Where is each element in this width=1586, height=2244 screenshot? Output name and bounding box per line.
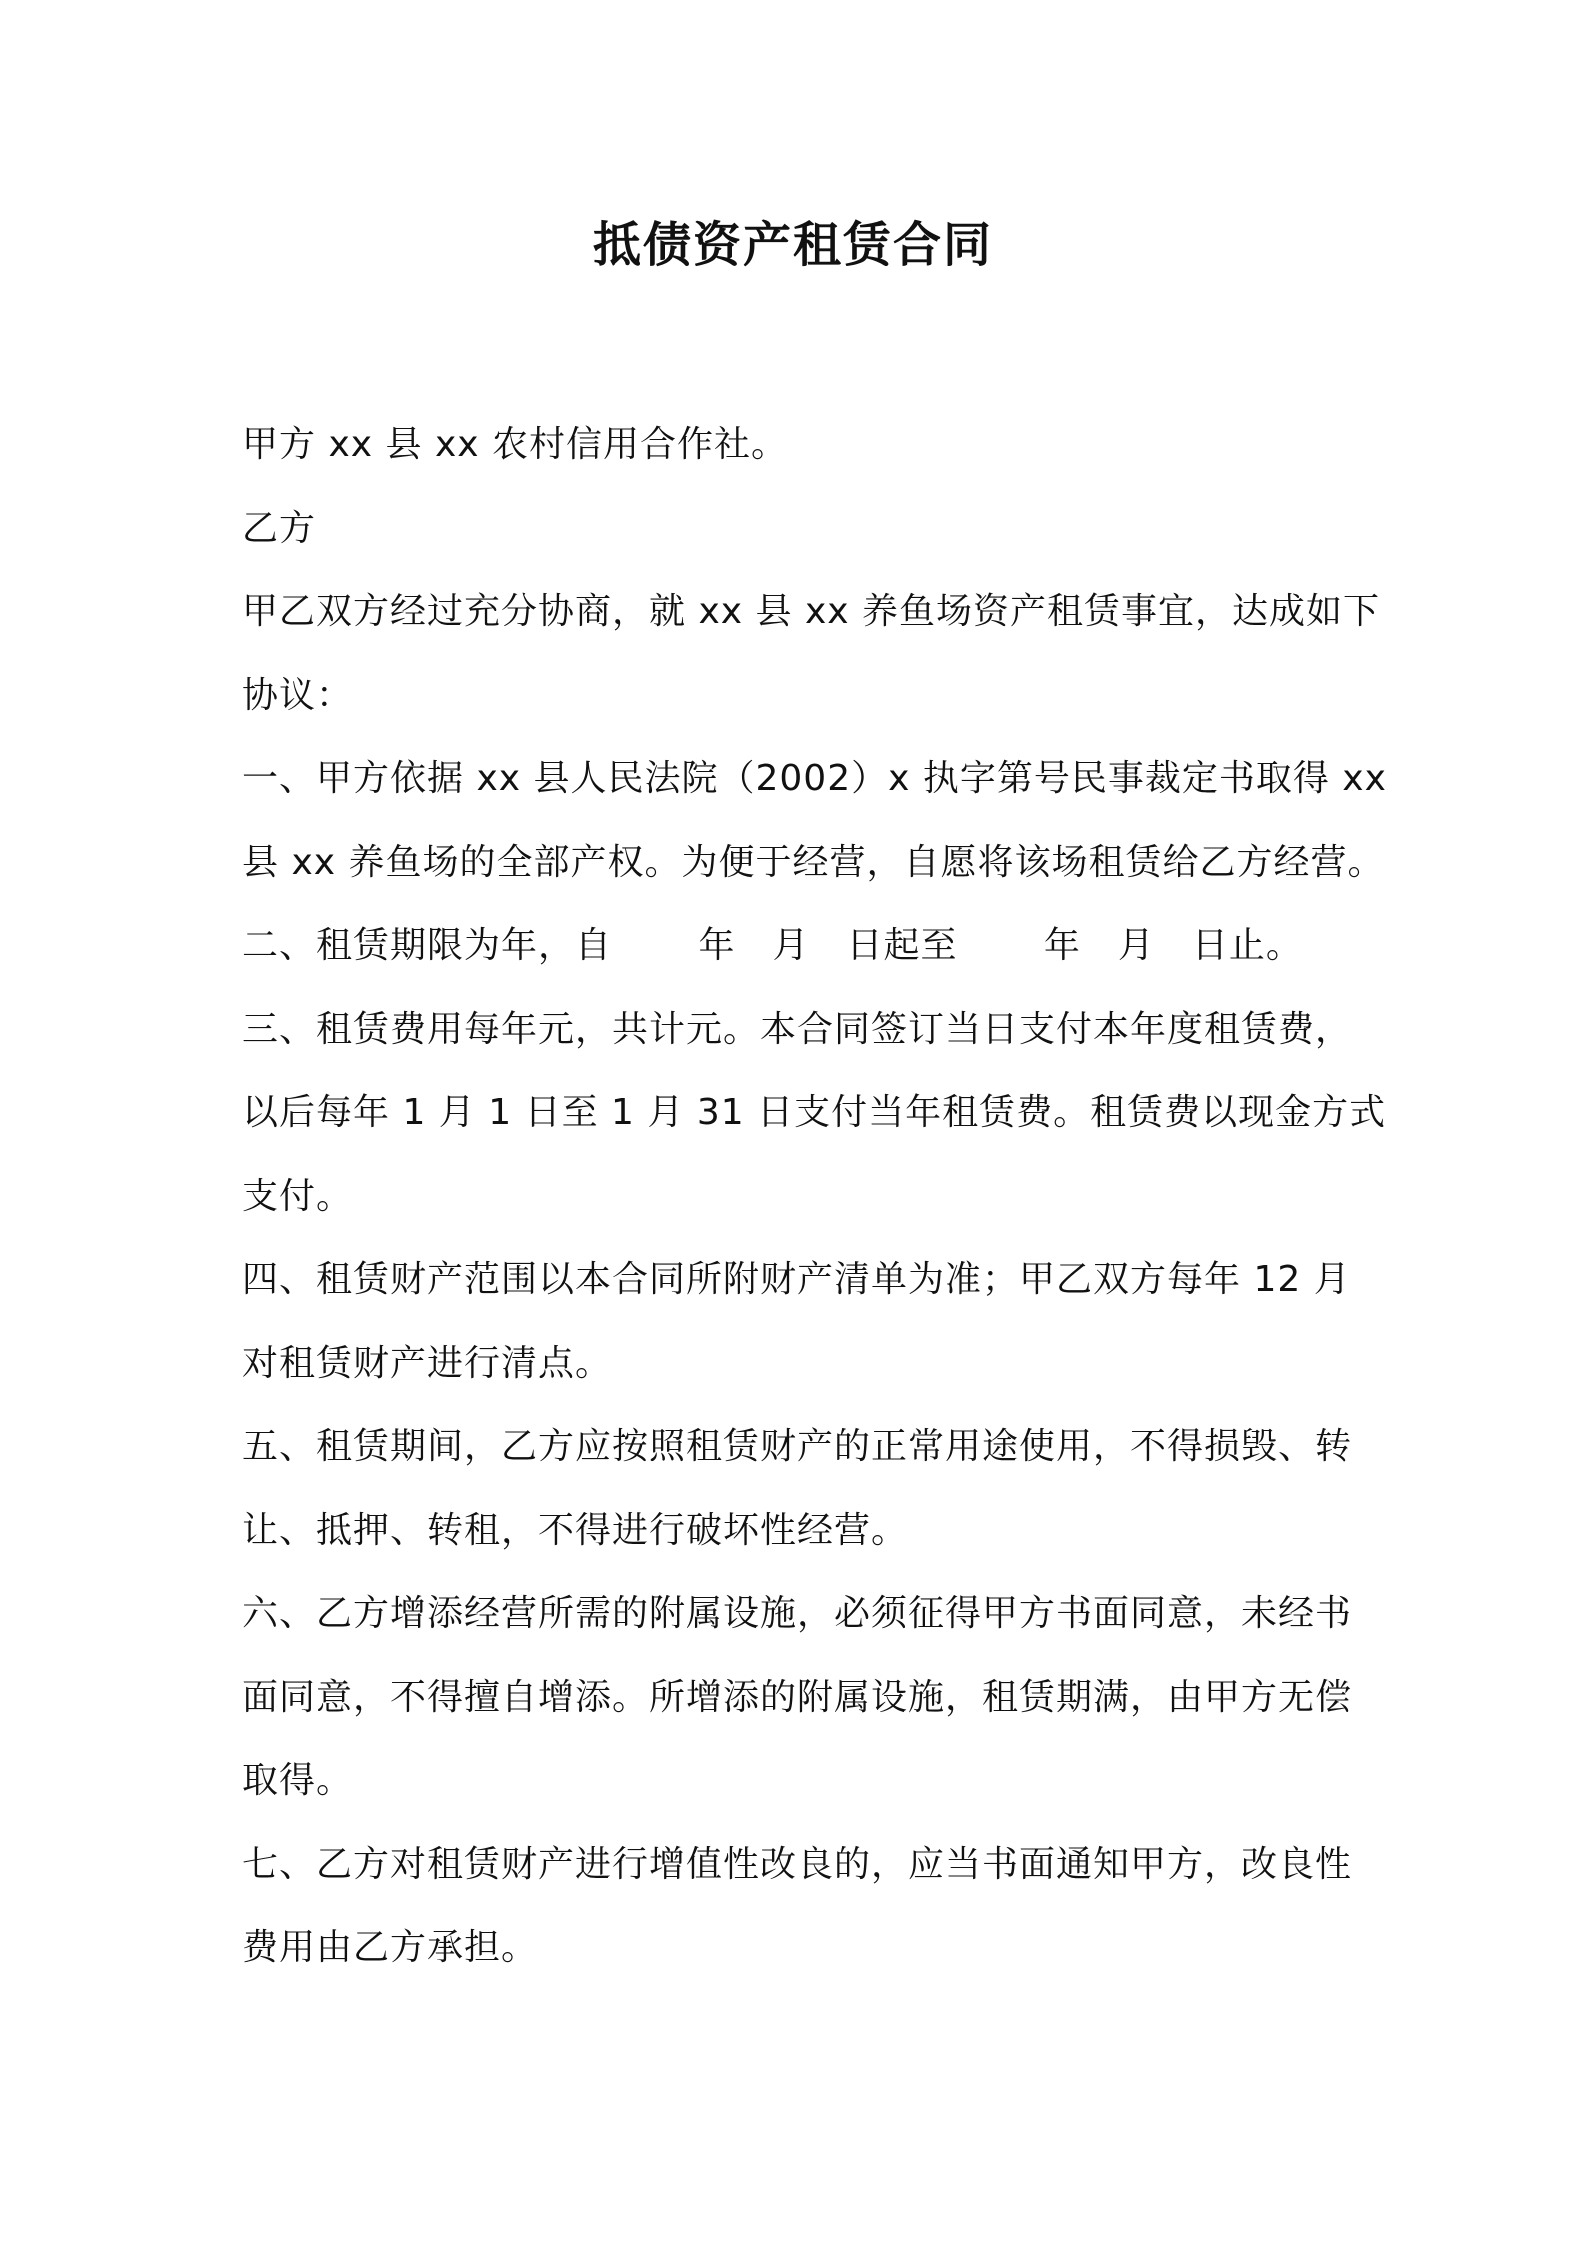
- preamble-line-2: 协议：: [242, 674, 354, 716]
- clause-1-line-1: 一、甲方依据 xx 县人民法院（2002）x 执字第号民事裁定书取得 xx: [242, 758, 1387, 799]
- clause-2-line-1: 二、租赁期限为年，自 年 月 日起至 年 月 日止。: [242, 925, 1303, 966]
- clause-7-line-1: 七、乙方对租赁财产进行增值性改良的，应当书面通知甲方，改良性: [242, 1843, 1353, 1885]
- clause-4-line-1: 四、租赁财产范围以本合同所附财产清单为准；甲乙双方每年 12 月: [242, 1259, 1351, 1300]
- clause-3-line-1: 三、租赁费用每年元，共计元。本合同签订当日支付本年度租赁费，: [242, 1008, 1353, 1050]
- clause-3-line-2: 以后每年 1 月 1 日至 1 月 31 日支付当年租赁费。租赁费以现金方式: [242, 1092, 1387, 1133]
- clause-6-line-2: 面同意，不得擅自增添。所增添的附属设施，租赁期满，由甲方无偿: [242, 1676, 1353, 1718]
- contract-body: [242, 403, 1387, 1990]
- clause-6-line-3: 取得。: [242, 1760, 354, 1801]
- document-title: 抵债资产租赁合同: [592, 217, 993, 273]
- clause-5-line-1: 五、租赁期间，乙方应按照租赁财产的正常用途使用，不得损毁、转: [242, 1426, 1353, 1467]
- clause-3-line-3: 支付。: [242, 1175, 354, 1217]
- party-a-line: 甲方 xx 县 xx 农村信用合作社。: [242, 424, 788, 465]
- party-b-line: 乙方: [242, 507, 317, 549]
- clause-6-line-1: 六、乙方增添经营所需的附属设施，必须征得甲方书面同意，未经书: [242, 1593, 1353, 1634]
- clause-5-line-2: 让、抵押、转租，不得进行破坏性经营。: [242, 1509, 909, 1551]
- clause-1-line-2: 县 xx 养鱼场的全部产权。为便于经营，自愿将该场租赁给乙方经营。: [242, 841, 1385, 883]
- clause-4-line-2: 对租赁财产进行清点。: [242, 1342, 613, 1384]
- clause-7-line-2: 费用由乙方承担。: [242, 1927, 539, 1968]
- preamble-line-1: 甲乙双方经过充分协商，就 xx 县 xx 养鱼场资产租赁事宜，达成如下: [242, 591, 1380, 632]
